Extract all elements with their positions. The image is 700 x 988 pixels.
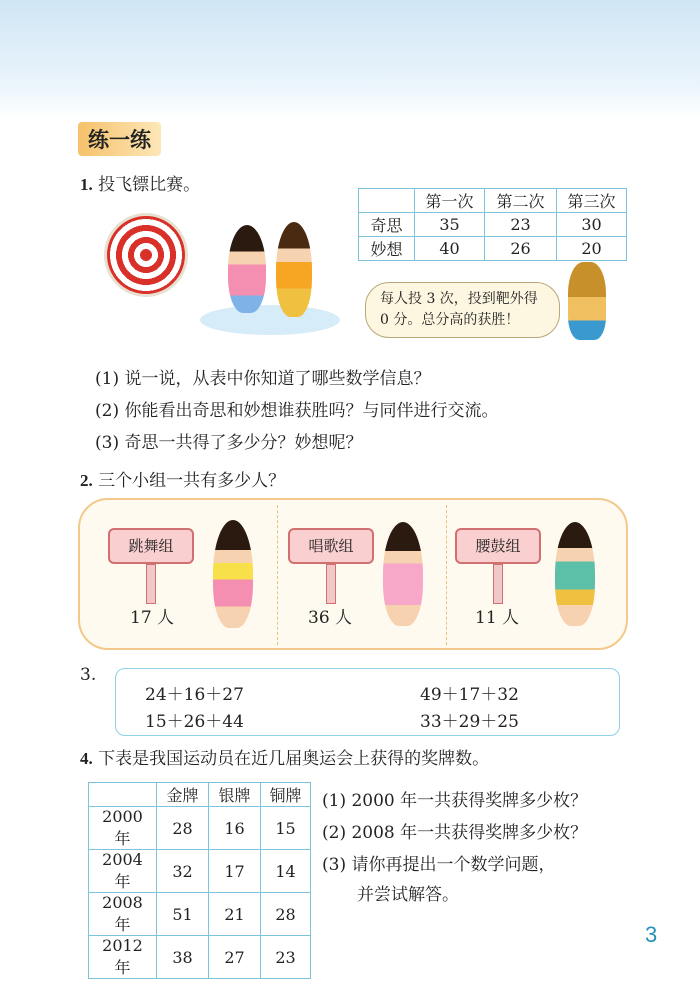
expr: 33＋29＋25	[420, 712, 519, 732]
q4-sub-1: (1) 2000 年一共获得奖牌多少枚？	[322, 791, 588, 811]
speech-bubble: 每人投 3 次，投到靶外得 0 分。总分高的获胜！	[365, 282, 560, 338]
sign-dance-group: 跳舞组	[108, 528, 194, 564]
expr: 15＋26＋44	[145, 712, 244, 732]
q1-title: 1. 投飞镖比赛。	[80, 175, 201, 195]
sign-post	[326, 564, 336, 604]
divider	[446, 505, 447, 645]
sign-drum-group: 腰鼓组	[455, 528, 541, 564]
dancer-girl-image	[213, 520, 253, 628]
drummer-boy-image	[555, 522, 595, 626]
drum-count: 11 人	[475, 608, 520, 628]
girl-qisi-image	[228, 225, 266, 313]
section-header: 练一练	[78, 122, 161, 156]
singing-count: 36 人	[308, 608, 353, 628]
sign-singing-group: 唱歌组	[288, 528, 374, 564]
dart-score-table: 第一次 第二次 第三次 奇思 35 23 30 妙想 40 26 20	[358, 188, 627, 261]
q4-sub-3-cont: 并尝试解答。	[357, 885, 459, 905]
boy-miaoxiang-image	[276, 222, 312, 317]
medal-table: 金牌 银牌 铜牌 2000 年 28 16 15 2004 年 32 17 14 2008 年 51 21 28 2012 年 38 27 23	[88, 782, 311, 979]
q1-sub-1: (1) 说一说，从表中你知道了哪些数学信息？	[95, 369, 431, 389]
expr: 49＋17＋32	[420, 685, 519, 705]
sign-post	[146, 564, 156, 604]
q4-sub-3: (3) 请你再提出一个数学问题，	[322, 855, 556, 875]
top-band	[0, 0, 700, 120]
q3-number: 3.	[80, 665, 97, 685]
q1-sub-2: (2) 你能看出奇思和妙想谁获胜吗？与同伴进行交流。	[95, 401, 499, 421]
q2-title: 2. 三个小组一共有多少人？	[80, 471, 286, 491]
q4-sub-2: (2) 2008 年一共获得奖牌多少枚？	[322, 823, 588, 843]
page-number: 3	[645, 922, 658, 947]
sign-post	[493, 564, 503, 604]
dance-count: 17 人	[130, 608, 175, 628]
dog-mascot-image	[568, 262, 606, 340]
dartboard-image	[104, 213, 188, 297]
singer-girl-image	[383, 522, 423, 626]
q1-sub-3: (3) 奇思一共得了多少分？妙想呢？	[95, 433, 363, 453]
expr: 24＋16＋27	[145, 685, 244, 705]
divider	[277, 505, 278, 645]
shadow	[200, 305, 340, 335]
q4-title: 4. 下表是我国运动员在近几届奥运会上获得的奖牌数。	[80, 749, 490, 769]
